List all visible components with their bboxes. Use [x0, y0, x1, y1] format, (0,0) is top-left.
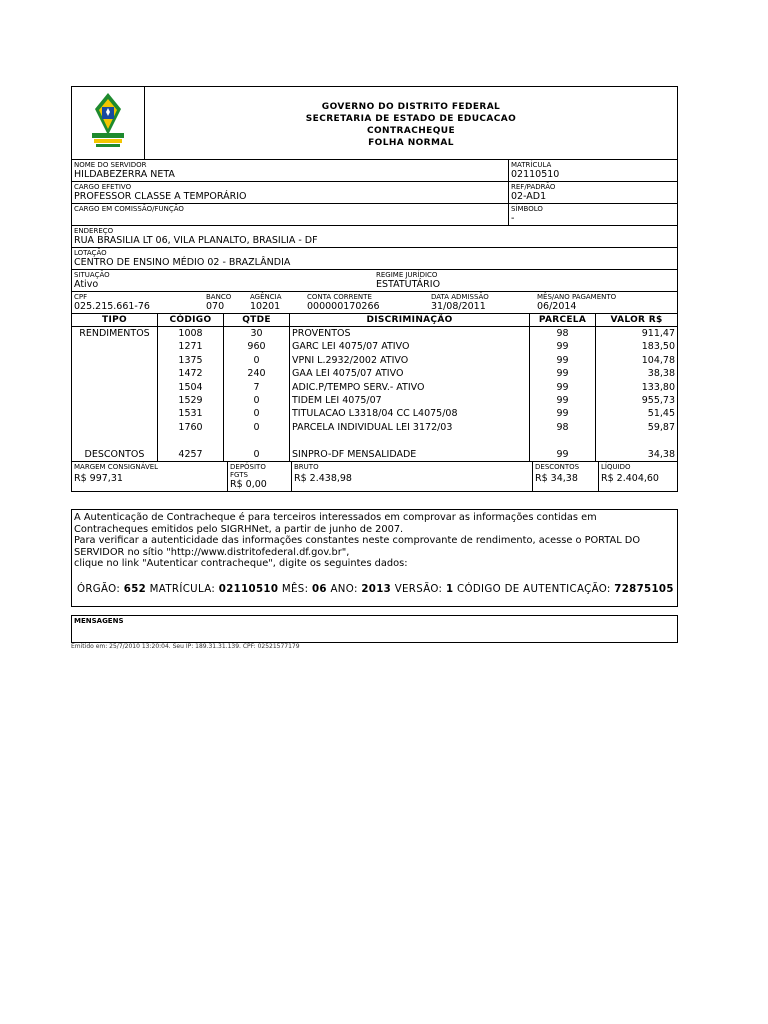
- cell-codigo: 4257: [158, 448, 224, 462]
- admissao-label: DATA ADMISSÃO: [431, 293, 489, 301]
- cell-valor: 133,80: [596, 381, 678, 394]
- table-row: [72, 434, 678, 447]
- cell-qtde: 30: [224, 327, 290, 341]
- mesano-value: 06/2014: [537, 301, 577, 312]
- cell-qtde: 0: [224, 354, 290, 367]
- table-row: [72, 367, 678, 380]
- margem-value: R$ 997,31: [74, 473, 123, 485]
- cell-codigo: 1529: [158, 394, 224, 407]
- cell-valor: 51,45: [596, 407, 678, 420]
- logo-cell: [72, 87, 145, 159]
- cell-discriminacao: ADIC.P/TEMPO SERV.- ATIVO: [290, 381, 530, 394]
- paystub: [71, 86, 678, 492]
- cell-valor: 34,38: [596, 448, 678, 462]
- cell-qtde: [224, 434, 290, 447]
- mesano-label: MÊS/ANO PAGAMENTO: [537, 293, 617, 301]
- deposito-value: R$ 0,00: [230, 479, 267, 491]
- ref-label: REF/PADRÃO: [511, 183, 556, 191]
- row-totals: [71, 462, 678, 492]
- mensagens-box: [71, 615, 678, 643]
- table-row: [72, 381, 678, 394]
- situacao-label: SITUAÇÃO: [74, 271, 110, 279]
- deposito-label-2: FGTS: [230, 471, 248, 480]
- codigo-label: CÓDIGO DE AUTENTICAÇÃO:: [456, 583, 611, 595]
- nome-value: HILDABEZERRA NETA: [74, 169, 175, 180]
- simbolo-value: -: [511, 213, 515, 224]
- row-endereco: [71, 225, 678, 247]
- ano-label: ANO:: [330, 583, 358, 595]
- header-titles: [145, 87, 677, 159]
- document-header: [71, 86, 678, 159]
- th-discriminacao: DISCRIMINAÇÃO: [290, 314, 530, 327]
- orgao-value: 652: [123, 583, 147, 595]
- descontos-label: DESCONTOS: [535, 463, 580, 472]
- row-bancario: [71, 291, 678, 313]
- ref-value: 02-AD1: [511, 191, 547, 202]
- auth-line-3: Para verificar a autenticidade das informações constantes neste comprovante de rendimento, acesse o PORTAL DO: [74, 535, 641, 546]
- th-valor: VALOR R$: [596, 314, 678, 327]
- cell-parcela: 99: [530, 407, 596, 420]
- header-line-2: SECRETARIA DE ESTADO DE EDUCACAO: [305, 114, 517, 124]
- cell-tipo: [72, 407, 158, 420]
- cell-codigo: 1760: [158, 421, 224, 434]
- cell-tipo: [72, 421, 158, 434]
- bruto-value: R$ 2.438,98: [294, 473, 352, 485]
- cell-tipo: [72, 367, 158, 380]
- cell-qtde: 0: [224, 448, 290, 462]
- table-row: [72, 340, 678, 353]
- mes-value: 06: [311, 583, 327, 595]
- cell-discriminacao: PROVENTOS: [290, 327, 530, 341]
- gdf-coat-of-arms-icon: [88, 91, 128, 155]
- cargo-label: CARGO EFETIVO: [74, 183, 132, 191]
- cell-qtde: 0: [224, 394, 290, 407]
- cell-codigo: 1375: [158, 354, 224, 367]
- cell-tipo: [72, 354, 158, 367]
- descontos-value: R$ 34,38: [535, 473, 578, 485]
- th-tipo: TIPO: [72, 314, 158, 327]
- cell-codigo: 1008: [158, 327, 224, 341]
- auth-line-4: SERVIDOR no sítio "http://www.distritofederal.df.gov.br",: [74, 546, 350, 558]
- cell-discriminacao: [290, 434, 530, 447]
- cell-parcela: 99: [530, 340, 596, 353]
- cell-tipo: DESCONTOS: [72, 448, 158, 462]
- cell-qtde: 240: [224, 367, 290, 380]
- cell-tipo: [72, 340, 158, 353]
- bruto-label: BRUTO: [294, 463, 319, 472]
- row-situacao: [71, 269, 678, 291]
- regime-label: REGIME JURÍDICO: [376, 271, 438, 279]
- cell-discriminacao: GARC LEI 4075/07 ATIVO: [290, 340, 530, 353]
- cargo-value: PROFESSOR CLASSE A TEMPORÁRIO: [74, 191, 247, 202]
- cell-tipo: [72, 381, 158, 394]
- table-row: [72, 394, 678, 407]
- authentication-box: [71, 509, 678, 607]
- auth-line-5: clique no link "Autenticar contracheque", digite os seguintes dados:: [74, 558, 408, 569]
- header-line-4: FOLHA NORMAL: [368, 138, 454, 148]
- cell-discriminacao: SINPRO-DF MENSALIDADE: [290, 448, 530, 462]
- mes-label: MÊS:: [281, 583, 309, 595]
- th-codigo: CÓDIGO: [158, 314, 224, 327]
- table-header-row: [72, 314, 678, 327]
- auth-matricula-label: MATRÍCULA:: [149, 583, 216, 595]
- cell-parcela: 99: [530, 448, 596, 462]
- cell-tipo: [72, 434, 158, 447]
- versao-value: 1: [445, 583, 454, 595]
- admissao-value: 31/08/2011: [431, 301, 486, 312]
- auth-codes: [74, 584, 675, 596]
- conta-label: CONTA CORRENTE: [307, 293, 372, 301]
- matricula-value: 02110510: [511, 169, 560, 180]
- cell-discriminacao: TITULACAO L3318/04 CC L4075/08: [290, 407, 530, 420]
- cell-tipo: [72, 394, 158, 407]
- row-cargo: [71, 181, 678, 203]
- row-nome: [71, 159, 678, 181]
- cell-qtde: 0: [224, 407, 290, 420]
- cell-codigo: 1504: [158, 381, 224, 394]
- conta-value: 000000170266: [307, 301, 380, 312]
- cpf-value: 025.215.661-76: [74, 301, 150, 312]
- cell-parcela: [530, 434, 596, 447]
- mensagens-label: MENSAGENS: [74, 617, 124, 625]
- endereco-value: RUA BRASILIA LT 06, VILA PLANALTO, BRASILIA - DF: [74, 235, 318, 246]
- cell-parcela: 98: [530, 421, 596, 434]
- cell-qtde: 7: [224, 381, 290, 394]
- banco-label: BANCO: [206, 293, 232, 301]
- comissao-value: [74, 213, 506, 224]
- cell-qtde: 960: [224, 340, 290, 353]
- banco-value: 070: [206, 301, 225, 312]
- lotacao-label: LOTAÇÃO: [74, 249, 107, 257]
- liquido-value: R$ 2.404,60: [601, 473, 659, 485]
- liquido-label: LÍQUIDO: [601, 463, 631, 472]
- cell-discriminacao: PARCELA INDIVIDUAL LEI 3172/03: [290, 421, 530, 434]
- comissao-label: CARGO EM COMISSÃO/FUNÇÃO: [74, 205, 184, 213]
- codigo-value: 72875105: [614, 583, 674, 595]
- simbolo-label: SÍMBOLO: [511, 205, 543, 213]
- row-lotacao: [71, 247, 678, 269]
- cell-parcela: 99: [530, 367, 596, 380]
- cell-codigo: [158, 434, 224, 447]
- table-row: [72, 421, 678, 434]
- header-line-3: CONTRACHEQUE: [366, 126, 455, 136]
- versao-label: VERSÃO:: [394, 583, 443, 595]
- cell-valor: [596, 434, 678, 447]
- row-comissao: [71, 203, 678, 225]
- lotacao-value: CENTRO DE ENSINO MÉDIO 02 - BRAZLÂNDIA: [74, 257, 291, 268]
- margem-label: MARGEM CONSIGNÁVEL: [74, 463, 159, 472]
- agencia-value: 10201: [250, 301, 281, 312]
- orgao-label: ÓRGÃO:: [77, 583, 121, 595]
- cell-parcela: 98: [530, 327, 596, 341]
- th-qtde: QTDE: [224, 314, 290, 327]
- cell-discriminacao: GAA LEI 4075/07 ATIVO: [290, 367, 530, 380]
- auth-line-2: Contracheques emitidos pelo SIGRHNet, a partir de junho de 2007.: [74, 523, 404, 535]
- cell-valor: 911,47: [596, 327, 678, 341]
- table-row: [72, 354, 678, 367]
- matricula-label: MATRÍCULA: [511, 161, 552, 169]
- cell-qtde: 0: [224, 421, 290, 434]
- cell-discriminacao: TIDEM LEI 4075/07: [290, 394, 530, 407]
- cpf-label: CPF: [74, 293, 88, 301]
- cell-codigo: 1271: [158, 340, 224, 353]
- cell-valor: 183,50: [596, 340, 678, 353]
- header-line-1: GOVERNO DO DISTRITO FEDERAL: [321, 102, 501, 112]
- th-parcela: PARCELA: [530, 314, 596, 327]
- cell-parcela: 99: [530, 354, 596, 367]
- cell-tipo: RENDIMENTOS: [72, 327, 158, 341]
- cell-valor: 59,87: [596, 421, 678, 434]
- endereco-label: ENDEREÇO: [74, 227, 114, 235]
- table-row: [72, 448, 678, 462]
- cell-valor: 104,78: [596, 354, 678, 367]
- cell-codigo: 1531: [158, 407, 224, 420]
- ano-value: 2013: [361, 583, 392, 595]
- footer-emitido: Emitido em: 25/7/2010 13:20:04. Seu IP: 189.31.31.139. CPF: 02521577179: [71, 643, 300, 650]
- regime-value: ESTATUTÁRIO: [376, 279, 441, 290]
- cell-parcela: 99: [530, 394, 596, 407]
- agencia-label: AGÊNCIA: [250, 293, 282, 301]
- cell-valor: 955,73: [596, 394, 678, 407]
- nome-label: NOME DO SERVIDOR: [74, 161, 147, 169]
- cell-parcela: 99: [530, 381, 596, 394]
- auth-line-1: A Autenticação de Contracheque é para terceiros interessados em comprovar as informações contidas em: [74, 512, 597, 523]
- cell-valor: 38,38: [596, 367, 678, 380]
- cell-codigo: 1472: [158, 367, 224, 380]
- situacao-value: Ativo: [74, 279, 99, 290]
- table-row: [72, 327, 678, 341]
- cell-discriminacao: VPNI L.2932/2002 ATIVO: [290, 354, 530, 367]
- deposito-label-1: DEPÓSITO: [230, 463, 266, 472]
- auth-matricula-value: 02110510: [218, 583, 279, 595]
- table-row: [72, 407, 678, 420]
- items-table: [71, 313, 678, 462]
